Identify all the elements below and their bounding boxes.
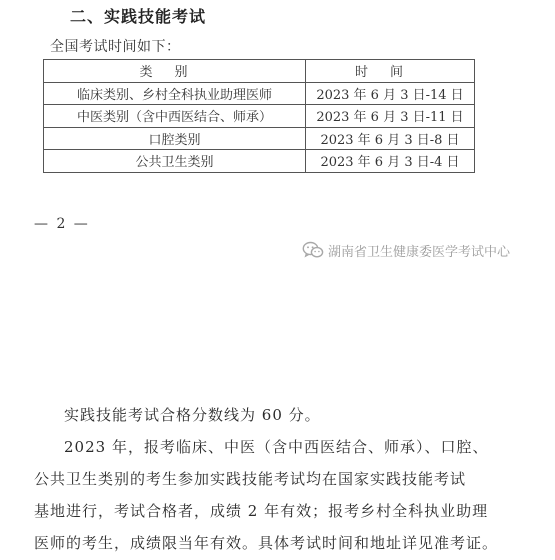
header-category: 类别 xyxy=(44,60,306,83)
table-row xyxy=(44,150,475,173)
watermark xyxy=(302,239,510,261)
row-category: 临床类别、乡村全科执业助理医师 xyxy=(44,82,306,105)
watermark-text: 湖南省卫生健康委医学考试中心 xyxy=(328,244,511,260)
header-time: 时间 xyxy=(306,60,475,83)
row-category: 公共卫生类别 xyxy=(44,150,306,173)
row-time: 2023 年 6 月 3 日-8 日 xyxy=(306,127,475,150)
section-heading: 二、实践技能考试 xyxy=(70,7,207,26)
table-row xyxy=(44,82,475,105)
page-number: — 2 — xyxy=(34,216,90,232)
paragraph-line: 医师的考生，成绩限当年有效。具体考试时间和地址详见准考证。 xyxy=(34,534,499,552)
row-category: 口腔类别 xyxy=(44,127,306,150)
paragraph-line: 公共卫生类别的考生参加实践技能考试均在国家实践技能考试 xyxy=(34,470,467,488)
paragraph-line: 2023 年，报考临床、中医（含中西医结合、师承）、口腔、 xyxy=(64,438,489,456)
table-header-row xyxy=(44,60,475,83)
paragraph-line: 基地进行，考试合格者，成绩 2 年有效；报考乡村全科执业助理 xyxy=(34,502,489,520)
table-row xyxy=(44,105,475,128)
paragraph-passing-score: 实践技能考试合格分数线为 60 分。 xyxy=(64,406,321,424)
section-intro: 全国考试时间如下： xyxy=(50,39,181,55)
wechat-icon xyxy=(302,241,324,259)
row-time: 2023 年 6 月 3 日-11 日 xyxy=(306,105,475,128)
exam-schedule-table xyxy=(43,59,475,173)
row-time: 2023 年 6 月 3 日-14 日 xyxy=(306,82,475,105)
table-row xyxy=(44,127,475,150)
row-time: 2023 年 6 月 3 日-4 日 xyxy=(306,150,475,173)
row-category: 中医类别（含中西医结合、师承） xyxy=(44,105,306,128)
